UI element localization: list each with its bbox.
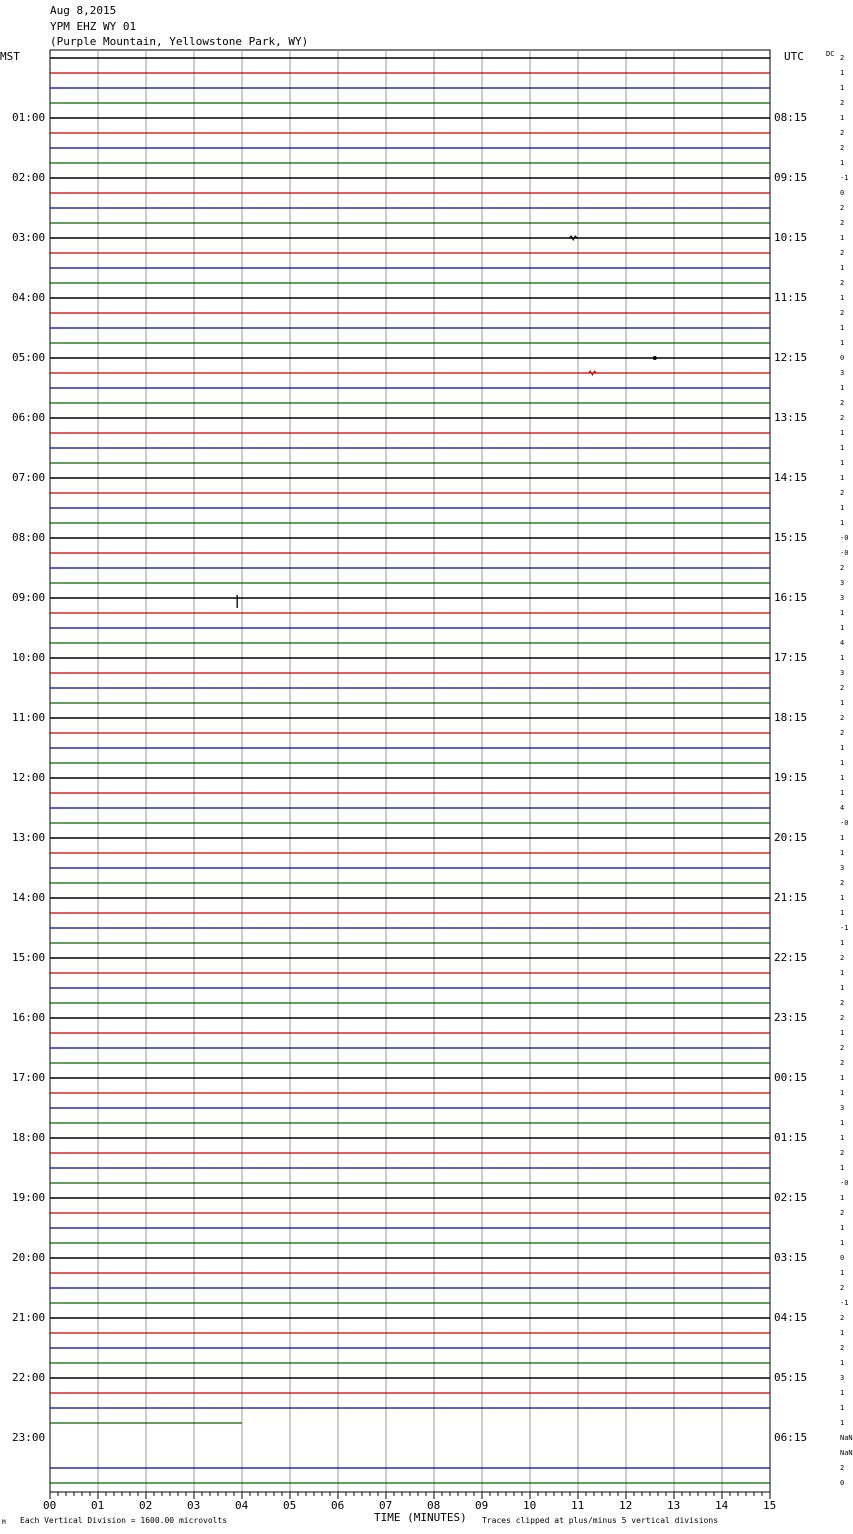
dc-offset: 2 <box>840 684 845 692</box>
dc-offset: 2 <box>840 729 845 737</box>
dc-offset: 1 <box>840 459 845 467</box>
dc-offset: 1 <box>840 429 845 437</box>
dc-offset: 1 <box>840 969 845 977</box>
dc-offset: 1 <box>840 1164 845 1172</box>
x-tick-label: 08 <box>427 1499 441 1512</box>
dc-offset: 2 <box>840 399 845 407</box>
dc-offset: 1 <box>840 699 845 707</box>
x-tick-label: 06 <box>331 1499 345 1512</box>
left-hour-label: 11:00 <box>12 711 46 724</box>
x-axis-title: TIME (MINUTES) <box>374 1511 467 1524</box>
dc-offset: 1 <box>840 384 845 392</box>
right-hour-label: 22:15 <box>774 951 808 964</box>
station-code: YPM EHZ WY 01 <box>50 20 137 33</box>
dc-offset: -1 <box>840 1299 849 1307</box>
dc-offset: 1 <box>840 114 845 122</box>
right-hour-label: 20:15 <box>774 831 808 844</box>
dc-offset: 1 <box>840 1389 845 1397</box>
dc-offset: 2 <box>840 144 845 152</box>
plot-frame <box>50 50 770 1492</box>
right-hour-label: 09:15 <box>774 171 808 184</box>
dc-offset: -1 <box>840 924 849 932</box>
x-tick-label: 09 <box>475 1499 489 1512</box>
dc-offset: 2 <box>840 309 845 317</box>
dc-offset: 2 <box>840 879 845 887</box>
dc-offset: 1 <box>840 1194 845 1202</box>
dc-offset: 4 <box>840 804 845 812</box>
station-location: (Purple Mountain, Yellowstone Park, WY) <box>50 35 309 48</box>
event-dot <box>653 356 657 360</box>
x-tick-label: 03 <box>187 1499 201 1512</box>
dc-offset: -0 <box>840 819 849 827</box>
left-hour-label: 06:00 <box>12 411 46 424</box>
right-hour-label: 05:15 <box>774 1371 808 1384</box>
dc-offset: 0 <box>840 354 845 362</box>
dc-offset: 2 <box>840 999 845 1007</box>
left-hour-label: 05:00 <box>12 351 46 364</box>
x-tick-label: 02 <box>139 1499 153 1512</box>
left-hour-label: 10:00 <box>12 651 46 664</box>
dc-offset: 1 <box>840 1359 845 1367</box>
left-hour-label: 07:00 <box>12 471 46 484</box>
dc-offset: 2 <box>840 1044 845 1052</box>
dc-offset: 2 <box>840 1014 845 1022</box>
dc-offset: 1 <box>840 1089 845 1097</box>
dc-offset: 1 <box>840 849 845 857</box>
dc-offset: 3 <box>840 369 845 377</box>
right-hour-label: 23:15 <box>774 1011 808 1024</box>
dc-offset: 1 <box>840 1329 845 1337</box>
right-hour-label: 19:15 <box>774 771 808 784</box>
dc-offset: 1 <box>840 1224 845 1232</box>
right-hour-label: 02:15 <box>774 1191 808 1204</box>
dc-offset: 1 <box>840 519 845 527</box>
x-tick-label: 00 <box>43 1499 57 1512</box>
dc-offset: 0 <box>840 1254 845 1262</box>
left-hour-label: 04:00 <box>12 291 46 304</box>
dc-offset: 3 <box>840 594 845 602</box>
left-hour-label: 01:00 <box>12 111 46 124</box>
chart-date: Aug 8,2015 <box>50 4 117 17</box>
left-hour-label: 17:00 <box>12 1071 46 1084</box>
right-hour-label: 01:15 <box>774 1131 808 1144</box>
left-hour-label: 21:00 <box>12 1311 46 1324</box>
right-hour-label: 03:15 <box>774 1251 808 1264</box>
dc-offset: 4 <box>840 639 845 647</box>
dc-offset: -0 <box>840 534 849 542</box>
dc-offset: 1 <box>840 789 845 797</box>
dc-offset: 1 <box>840 1134 845 1142</box>
x-tick-label: 15 <box>763 1499 777 1512</box>
dc-offset: 2 <box>840 1284 845 1292</box>
dc-offset: 3 <box>840 1104 845 1112</box>
dc-offset: -1 <box>840 174 849 182</box>
dc-offset: 2 <box>840 204 845 212</box>
dc-offset: 1 <box>840 609 845 617</box>
dc-offset: 2 <box>840 1059 845 1067</box>
dc-offset: 1 <box>840 159 845 167</box>
left-hour-label: 19:00 <box>12 1191 46 1204</box>
dc-offset: 1 <box>840 504 845 512</box>
dc-offset: 1 <box>840 324 845 332</box>
dc-offset: 0 <box>840 189 845 197</box>
dc-offset: 1 <box>840 1419 845 1427</box>
scale-note: Each Vertical Division = 1600.00 microvolts <box>20 1516 228 1525</box>
dc-offset: 1 <box>840 1029 845 1037</box>
dc-offset: 1 <box>840 1404 845 1412</box>
x-tick-label: 01 <box>91 1499 105 1512</box>
dc-offset: 1 <box>840 339 845 347</box>
dc-offset: 1 <box>840 444 845 452</box>
x-tick-label: 04 <box>235 1499 249 1512</box>
dc-offset: -0 <box>840 1179 849 1187</box>
right-hour-label: 16:15 <box>774 591 808 604</box>
dc-offset: 2 <box>840 129 845 137</box>
dc-offset: 0 <box>840 1479 845 1487</box>
dc-offset: 1 <box>840 1269 845 1277</box>
dc-offset: 1 <box>840 264 845 272</box>
left-hour-label: 09:00 <box>12 591 46 604</box>
dc-offset: 2 <box>840 954 845 962</box>
dc-offset: 1 <box>840 1239 845 1247</box>
dc-offset: 2 <box>840 564 845 572</box>
dc-offset: 2 <box>840 1209 845 1217</box>
right-hour-label: 17:15 <box>774 651 808 664</box>
right-hour-label: 15:15 <box>774 531 808 544</box>
dc-offset: 1 <box>840 1074 845 1082</box>
right-hour-label: 21:15 <box>774 891 808 904</box>
left-hour-label: 02:00 <box>12 171 46 184</box>
left-hour-label: 03:00 <box>12 231 46 244</box>
dc-offset: 2 <box>840 219 845 227</box>
right-timezone-label: UTC <box>784 50 804 63</box>
dc-offset: 3 <box>840 864 845 872</box>
clip-note: Traces clipped at plus/minus 5 vertical divisions <box>482 1516 719 1525</box>
right-hour-label: 14:15 <box>774 471 808 484</box>
dc-offset: 1 <box>840 909 845 917</box>
x-tick-label: 11 <box>571 1499 585 1512</box>
dc-offset: 3 <box>840 669 845 677</box>
dc-offset: 1 <box>840 234 845 242</box>
dc-offset: 1 <box>840 939 845 947</box>
dc-offset: 1 <box>840 69 845 77</box>
left-hour-label: 14:00 <box>12 891 46 904</box>
left-hour-label: 18:00 <box>12 1131 46 1144</box>
dc-column-header: DC <box>826 50 835 58</box>
corner-mark: M <box>2 1519 6 1526</box>
right-hour-label: 06:15 <box>774 1431 808 1444</box>
x-tick-label: 07 <box>379 1499 393 1512</box>
left-hour-label: 13:00 <box>12 831 46 844</box>
dc-offset: 3 <box>840 579 845 587</box>
dc-offset: 1 <box>840 294 845 302</box>
x-tick-label: 10 <box>523 1499 537 1512</box>
dc-offset: 3 <box>840 1374 845 1382</box>
dc-offset: -0 <box>840 549 849 557</box>
dc-offset: 2 <box>840 714 845 722</box>
left-timezone-label: MST <box>0 50 20 63</box>
right-hour-label: 00:15 <box>774 1071 808 1084</box>
dc-offset: 2 <box>840 1314 845 1322</box>
x-tick-label: 13 <box>667 1499 681 1512</box>
dc-offset: 2 <box>840 1464 845 1472</box>
dc-offset: 2 <box>840 249 845 257</box>
right-hour-label: 18:15 <box>774 711 808 724</box>
left-hour-label: 15:00 <box>12 951 46 964</box>
dc-offset: NaN <box>840 1434 853 1442</box>
left-hour-label: 22:00 <box>12 1371 46 1384</box>
dc-offset: 1 <box>840 84 845 92</box>
right-hour-label: 12:15 <box>774 351 808 364</box>
dc-offset: 2 <box>840 279 845 287</box>
dc-offset: 1 <box>840 1119 845 1127</box>
left-hour-label: 20:00 <box>12 1251 46 1264</box>
dc-offset: 1 <box>840 894 845 902</box>
dc-offset: 1 <box>840 759 845 767</box>
dc-offset: 1 <box>840 834 845 842</box>
x-tick-label: 12 <box>619 1499 633 1512</box>
right-hour-label: 10:15 <box>774 231 808 244</box>
dc-offset: 2 <box>840 99 845 107</box>
left-hour-label: 12:00 <box>12 771 46 784</box>
dc-offset: 2 <box>840 414 845 422</box>
dc-offset: 1 <box>840 744 845 752</box>
x-tick-label: 14 <box>715 1499 729 1512</box>
dc-offset: 2 <box>840 54 845 62</box>
right-hour-label: 04:15 <box>774 1311 808 1324</box>
dc-offset: 1 <box>840 654 845 662</box>
left-hour-label: 16:00 <box>12 1011 46 1024</box>
x-tick-label: 05 <box>283 1499 297 1512</box>
left-hour-label: 23:00 <box>12 1431 46 1444</box>
dc-offset: 2 <box>840 489 845 497</box>
left-hour-label: 08:00 <box>12 531 46 544</box>
dc-offset: 2 <box>840 1149 845 1157</box>
dc-offset: 1 <box>840 774 845 782</box>
dc-offset: 1 <box>840 474 845 482</box>
dc-offset: 1 <box>840 624 845 632</box>
right-hour-label: 08:15 <box>774 111 808 124</box>
dc-offset: 1 <box>840 984 845 992</box>
dc-offset: NaN <box>840 1449 853 1457</box>
dc-offset: 2 <box>840 1344 845 1352</box>
right-hour-label: 11:15 <box>774 291 808 304</box>
right-hour-label: 13:15 <box>774 411 808 424</box>
